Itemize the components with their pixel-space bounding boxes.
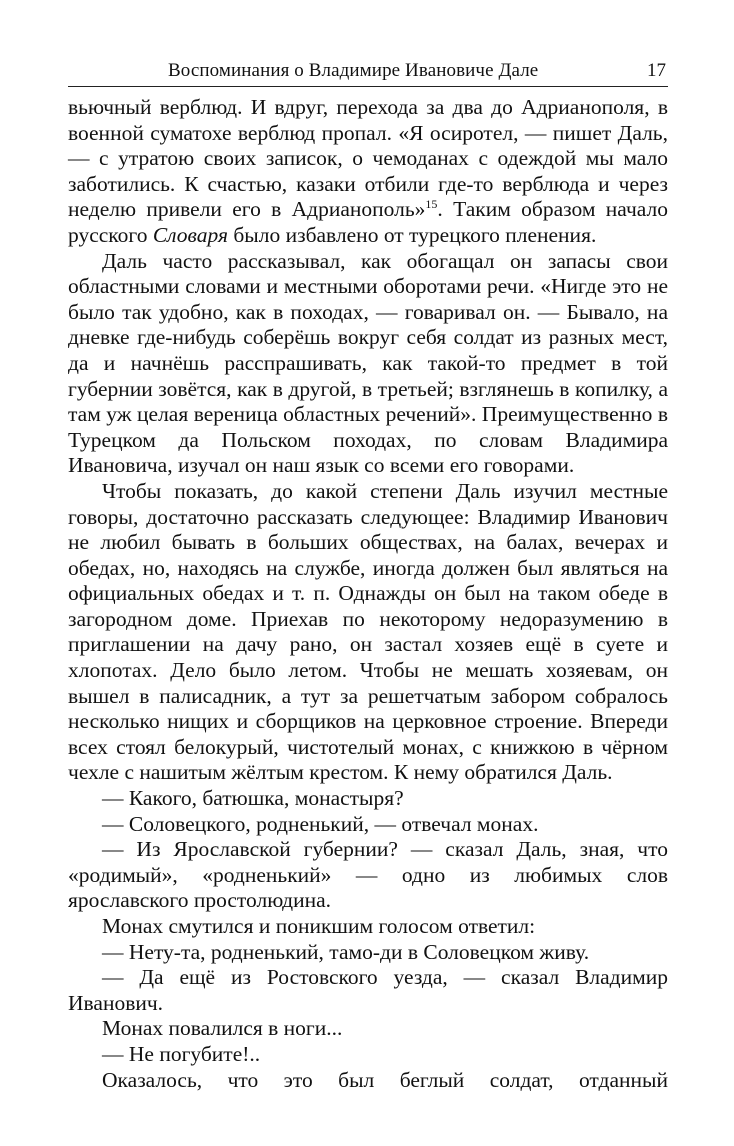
- page-number: 17: [647, 60, 666, 81]
- paragraph-3: Чтобы показать, до какой степени Даль изучил местные говоры, достаточно рассказать следующее: Владимир Иванович не любил бывать в больших обществах, на балах, вечерах и обедах, но, находясь на службе, иногда должен был являться на официальных обедах и т. п. Однажды он был на таком обеде в загородном доме. Приехав по некоторому недоразумению в приглашении на дачу рано, он застал хозяев ещё в суете и хлопотах. Дело было летом. Чтобы не мешать хозяевам, он вышел в палисадник, а тут за решетчатым забором собралось несколько нищих и сборщиков на церковное строение. Впереди всех стоял белокурый, чистотелый монах, с книжкою в чёрном чехле с нашитым жёлтым крестом. К нему обратился Даль.: [68, 478, 668, 785]
- running-title: Воспоминания о Владимире Ивановиче Дале: [168, 60, 539, 81]
- paragraph-2: Даль часто рассказывал, как обогащал он запасы свои областными словами и местными оборотами речи. «Нигде это не было так удобно, как в походах, — говаривал он. — Бывало, на дневке где-нибудь соберёшь вокруг себя солдат из разных мест, да и начнёшь расспрашивать, как такой-то предмет в той губернии зовётся, как в другой, в третьей; взглянешь в копилку, а там уж целая вереница областных речений». Преимущественно в Турецком да Польском походах, по словам Владимира Ивановича, изучал он наш язык со всеми его говорами.: [68, 248, 668, 478]
- italic-title: Словаря: [152, 222, 228, 247]
- dialogue-line-6: — Не погубите!..: [102, 1041, 261, 1066]
- paragraph-4: Монах смутился и поникшим голосом ответил:: [102, 914, 536, 938]
- dialogue-line-3: — Из Ярославской губернии? — сказал Даль, зная, что «родимый», «родненький» — одно из любимых слов ярославского простолюдина.: [68, 837, 668, 913]
- footnote-marker: 15: [425, 197, 438, 212]
- running-header: [68, 50, 668, 87]
- dialogue-line-1: — Какого, батюшка, монастыря?: [102, 786, 404, 811]
- paragraph-5: Монах повалился в ноги...: [102, 1016, 343, 1041]
- dialogue-line-2: — Соловецкого, родненький, — отвечал монах.: [102, 811, 539, 836]
- dialogue-line-5: — Да ещё из Ростовского уезда, — сказал Владимир Иванович.: [68, 965, 668, 1015]
- paragraph-1: вьючный верблюд. И вдруг, перехода за два до Адрианополя, в военной суматохе верблюд пропал. «Я осиротел, — пишет Даль, — с утратою своих записок, о чемоданах с одеждой мы мало заботились. К счастью, казаки отбили где-то верблюда и через неделю привели его в Адрианополь»$^{15}$. Таким образом начало русского Словаря было избавлено от турецкого пленения.: [68, 95, 668, 247]
- dialogue-line-4: — Нету-та, родненький, тамо-ди в Соловецком живу.: [102, 939, 590, 964]
- body-text: [68, 95, 668, 1093]
- paragraph-6: Оказалось, что это был беглый солдат, отданный: [102, 1067, 668, 1092]
